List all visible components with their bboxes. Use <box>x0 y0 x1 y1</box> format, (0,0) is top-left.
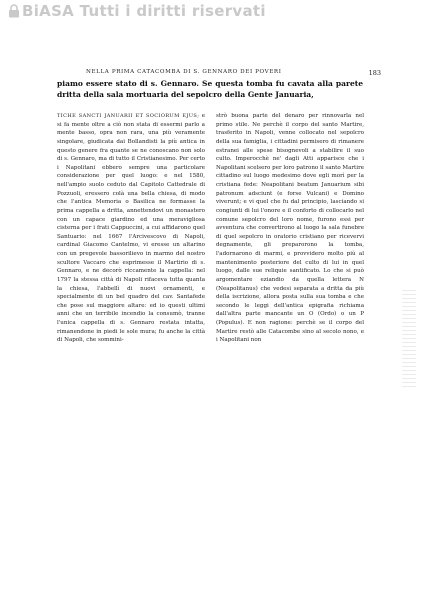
text-column-left <box>57 112 205 345</box>
column-left-intro: TICHE SANCTI JANUARII ET SOCIORUM EJUS; <box>57 113 200 119</box>
column-right-text: strò buona parte del denaro per rinnovarla nel primo stile. Ne perchè il corpo del santo Martire, trasferito in Napoli, venne collocato nel sepolcro della sua famiglia, i cittadini permisero di rimanere estranei alle spese bisognevoli a stabilire il suo culto. Imperocchè ne' dagli Atti apparisce che i Napolitani scelsero per loro patrono il santo Martire cittadino sul luogo medesimo dove egli morì per la cristiana fede: Neapolitani beatum Januarium sibi patronum adsciunt (e forse Vulcani) e Domino viverunt; e vi quel che fu dal principio, lasciando si congiunti di lui l'onore e il conforto di collocarlo nel comune sepolcro del loro nome, furono essi per avventura che convertirono al luogo la sala funebre di quel sepolcro in oratorio cristiano per ricevervi degnamente, gli preparorono la tomba, l'adornarono di marmi, e provvidero molto più al mantenimento posteriore del culto di lui in quel luogo, dalle sue reliquie santificato. Lo che si può argomentare eziandio da quella lettera N (Neapolitanus) che vedesi separata a dritta da più della iscrizione, allora posta sulla sua tomba e che secondo le leggi dell'antica epigrafia richiama dall'altra parte mancante un O (Ordo) o un P (Populus). E non ragione: perchè se il corpo del Martire restò alle Catacombe sino al secolo nono, e i Napolitani non <box>216 113 364 344</box>
text-column-right <box>216 112 364 345</box>
column-left-text: e si fa mente oltre a ciò non stata di essermi parlo a mente basso, opra non rara, una più veramente singolare, giudicata dai Bollandisti la più antica in questo genere fra quante se ne conoscano non solo di s. Gennaro, ma di tutto il Cristianesimo. Per certo i Napolitani ebbero sempre una particolare considerazione per quel luogo: e nel 1580, nell'ampio suolo ceduto dal Capitolo Cattedrale di Pozzuoli, eressero colà una bella chiesa, di modo che l'antica Memoria o Basilica ne formasse la prima cappella a dritta, annettendovi un monastero con un capace giardino ed una meravigliosa cisterna per i frati Cappuccini, a cui affidarono quel Santuario: nel 1667 l'Arcivescovo di Napoli, cardinal Giacomo Cantelmo, vi eresse un altarino con un pregevole bassorilievo in marmo del nostro scultore Vaccaro che esprimesse il Martirio di s. Gennaro, e ne decorò riccamente la cappella: nel 1797 la stessa città di Napoli rifaceva tutta quanta la chiesa, l'abbellì di nuovi ornamenti, e specialmente di un bel quadro del cav. Santafede che pose sul maggiore altare: ed io questi ultimi anni che un terribile incendio la consumò, tranne l'unica cappella di s. Gennaro restata intatta, rimanendone in piedi le sole mura; fu anche la città di Napoli, che sommini- <box>57 113 205 344</box>
page-number: 183 <box>368 69 381 77</box>
running-head-title: NELLA PRIMA CATACOMBA DI S. GENNARO DEI POVERI <box>86 69 282 75</box>
column-left-paragraph <box>57 112 205 345</box>
watermark-text: BiASA Tutti i diritti riservati <box>22 2 266 20</box>
padlock-icon <box>8 4 20 22</box>
scan-margin-artifact <box>402 290 416 390</box>
lead-sentence: piamo essere stato di s. Gennaro. Se questa tomba fu cavata alla parete dritta della sala mortuaria del sepolcro della Gente Januaria, <box>57 79 363 99</box>
watermark <box>8 2 266 22</box>
